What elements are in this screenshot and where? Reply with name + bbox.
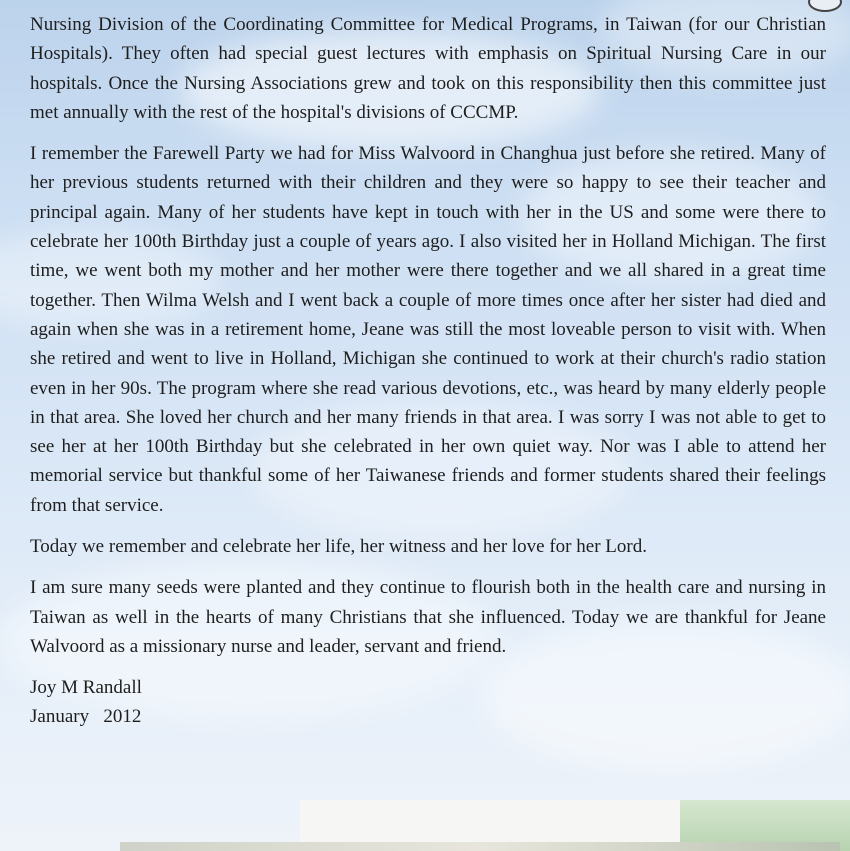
footer-photo-strip (120, 842, 840, 851)
paragraph-committee: Nursing Division of the Coordinating Committee for Medical Programs, in Taiwan (for our Christian Hospitals). They often had special guest lectures with emphasis on Spiritual Nursing Care in our hospitals. Once the Nursing Associations grew and took on this responsibility then this committee just met annually with the rest of the hospital's divisions of CCCMP. (30, 14, 826, 123)
paragraph-remembrance: Today we remember and celebrate her life, her witness and her love for her Lord. (30, 536, 647, 558)
signature-date: January 2012 (30, 706, 142, 728)
signature-name: Joy M Randall (30, 677, 142, 699)
letter-body (30, 10, 826, 731)
paragraph-farewell-memories: I remember the Farewell Party we had for Miss Walvoord in Changhua just before she retired. Many of her previous students returned with their children and they were so happy to see their teacher and principal again. Many of her students have kept in touch with her in the US and some were there to celebrate her 100th Birthday just a couple of years ago. I also visited her in Holland Michigan. The first time, we went both my mother and her mother were there together and we all shared in a great time together. Then Wilma Welsh and I went back a couple of more times once after her sister had died and again when she was in a retirement home, Jeane was still the most loveable person to visit with. When she retired and went to live in Holland, Michigan she continued to work at their church's radio station even in her 90s. The program where she read various devotions, etc., was heard by many elderly people in that area. She loved her church and her many friends in that area. I was sorry I was not able to get to see her at her 100th Birthday but she celebrated in her own quiet way. Nor was I able to attend her memorial service but thankful some of her Taiwanese friends and former students shared their feelings from that service. (30, 143, 826, 516)
paragraph-closing: I am sure many seeds were planted and they continue to flourish both in the health care and nursing in Taiwan as well in the hearts of many Christians that she influenced. Today we are thankful for Jeane Walvoord as a missionary nurse and leader, servant and friend. (30, 577, 826, 657)
